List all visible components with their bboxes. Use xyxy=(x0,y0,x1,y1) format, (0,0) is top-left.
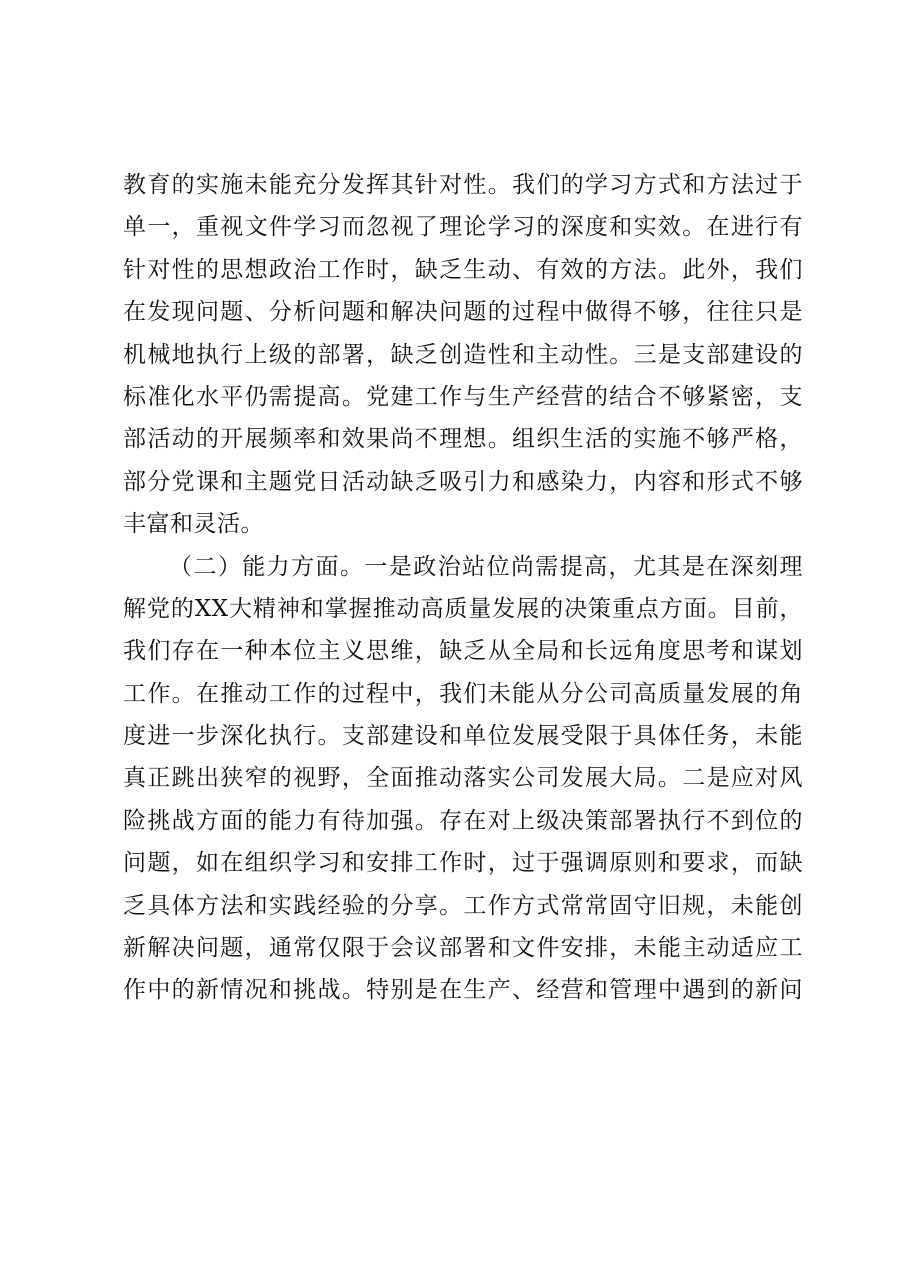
text-line: 针对性的思想政治工作时，缺乏生动、有效的方法。此外，我们 xyxy=(123,256,803,283)
text-line: 真正跳出狭窄的视野，全面推动落实公司发展大局。二是应对风 xyxy=(123,765,803,792)
text-line: 教育的实施未能充分发挥其针对性。我们的学习方式和方法过于 xyxy=(123,172,803,198)
text-line: 机械地执行上级的部署，缺乏创造性和主动性。三是支部建设的 xyxy=(123,341,803,368)
text-line: 单一，重视文件学习而忽视了理论学习的深度和实效。在进行有 xyxy=(123,214,803,241)
text-line: 作中的新情况和挑战。特别是在生产、经营和管理中遇到的新问 xyxy=(123,977,803,1004)
text-line: 度进一步深化执行。支部建设和单位发展受限于具体任务，未能 xyxy=(123,723,803,750)
text-line: 我们存在一种本位主义思维，缺乏从全局和长远角度思考和谋划 xyxy=(123,638,803,665)
text-line: 问题，如在组织学习和安排工作时，过于强调原则和要求，而缺 xyxy=(123,850,803,877)
text-line: 部分党课和主题党日活动缺乏吸引力和感染力，内容和形式不够 xyxy=(123,468,803,495)
text-line: 新解决问题，通常仅限于会议部署和文件安排，未能主动适应工 xyxy=(123,935,803,962)
text-line: 丰富和灵活。 xyxy=(123,511,264,538)
text-line: 部活动的开展频率和效果尚不理想。组织生活的实施不够严格， xyxy=(123,426,803,453)
text-line: 解党的XX大精神和掌握推动高质量发展的决策重点方面。目前， xyxy=(123,595,803,622)
text-line: 在发现问题、分析问题和解决问题的过程中做得不够，往往只是 xyxy=(123,299,803,326)
text-line: 工作。在推动工作的过程中，我们未能从分公司高质量发展的角 xyxy=(123,680,803,707)
text-line: 标准化水平仍需提高。党建工作与生产经营的结合不够紧密，支 xyxy=(123,383,803,410)
text-line: 乏具体方法和实践经验的分享。工作方式常常固守旧规，未能创 xyxy=(123,892,803,919)
text-line: 险挑战方面的能力有待加强。存在对上级决策部署执行不到位的 xyxy=(123,807,803,834)
paragraph-start-line: （二）能力方面。一是政治站位尚需提高，尤其是在深刻理 xyxy=(169,553,803,580)
document-body xyxy=(123,164,803,1012)
